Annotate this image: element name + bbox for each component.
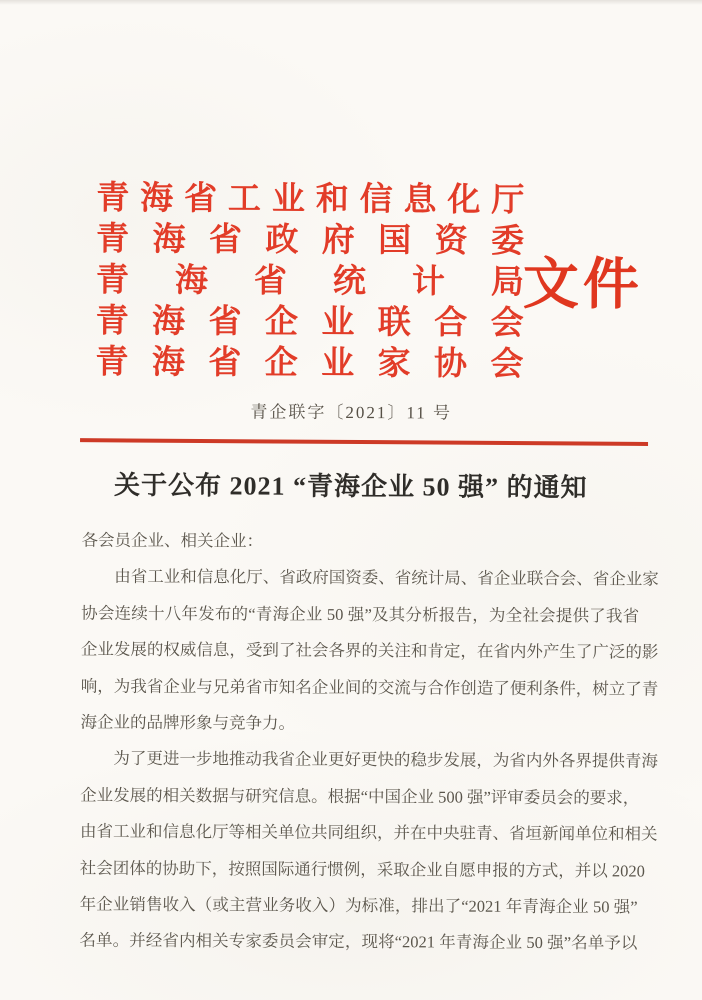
letterhead: [0, 0, 702, 402]
org-name-statistics-bureau: 青海省统计局: [95, 262, 524, 301]
document-title: 关于公布 2021 “青海企业 50 强” 的通知: [113, 470, 588, 503]
document-number: 青企联字〔2021〕11 号: [250, 402, 453, 423]
document-body: [79, 523, 659, 963]
body-line: 年企业销售收入（或主营业务收入）为标准，排出了“2021 年青海企业 50 强”: [79, 894, 638, 917]
org-name-industry-it-dept: 青海省工业和信息化厅: [96, 180, 525, 219]
body-line: 名单。并经省内相关专家委员会审定，现将“2021 年青海企业 50 强”名单予以: [79, 931, 638, 953]
org-name-entrepreneurs-association: 青海省企业家协会: [95, 344, 524, 383]
body-line: 海企业的品牌形象与竞争力。: [80, 712, 296, 733]
body-line-salutation: 各会员企业、相关企业：: [81, 530, 264, 551]
body-line: 企业发展的权威信息，受到了社会各界的关注和肯定，在省内外产生了广泛的影: [80, 639, 659, 662]
body-line: 由省工业和信息化厅、省政府国资委、省统计局、省企业联合会、省企业家: [114, 567, 659, 590]
org-name-enterprise-confederation: 青海省企业联合会: [95, 303, 524, 342]
body-line: 社会团体的协助下，按照国际通行惯例，采取企业自愿申报的方式，并以 2020: [79, 858, 645, 881]
red-separator-rule: [80, 438, 648, 445]
body-line: 企业发展的相关数据与研究信息。根据“中国企业 500 强”评审委员会的要求，: [80, 785, 640, 808]
body-line: 协会连续十八年发布的“青海企业 50 强”及其分析报告，为全社会提供了我省: [81, 603, 640, 626]
doc-type-label: 文件: [522, 253, 644, 317]
org-name-sasac: 青海省政府国资委: [96, 221, 525, 260]
body-line: 响，为我省企业与兄弟省市知名企业间的交流与合作创造了便利条件，树立了青: [80, 676, 659, 699]
body-line: 由省工业和信息化厅等相关单位共同组织，并在中央驻青、省垣新闻单位和相关: [79, 821, 658, 844]
body-line: 为了更进一步地推动我省企业更好更快的稳步发展，为省内外各界提供青海: [113, 749, 658, 772]
issuing-organizations: [95, 179, 524, 386]
